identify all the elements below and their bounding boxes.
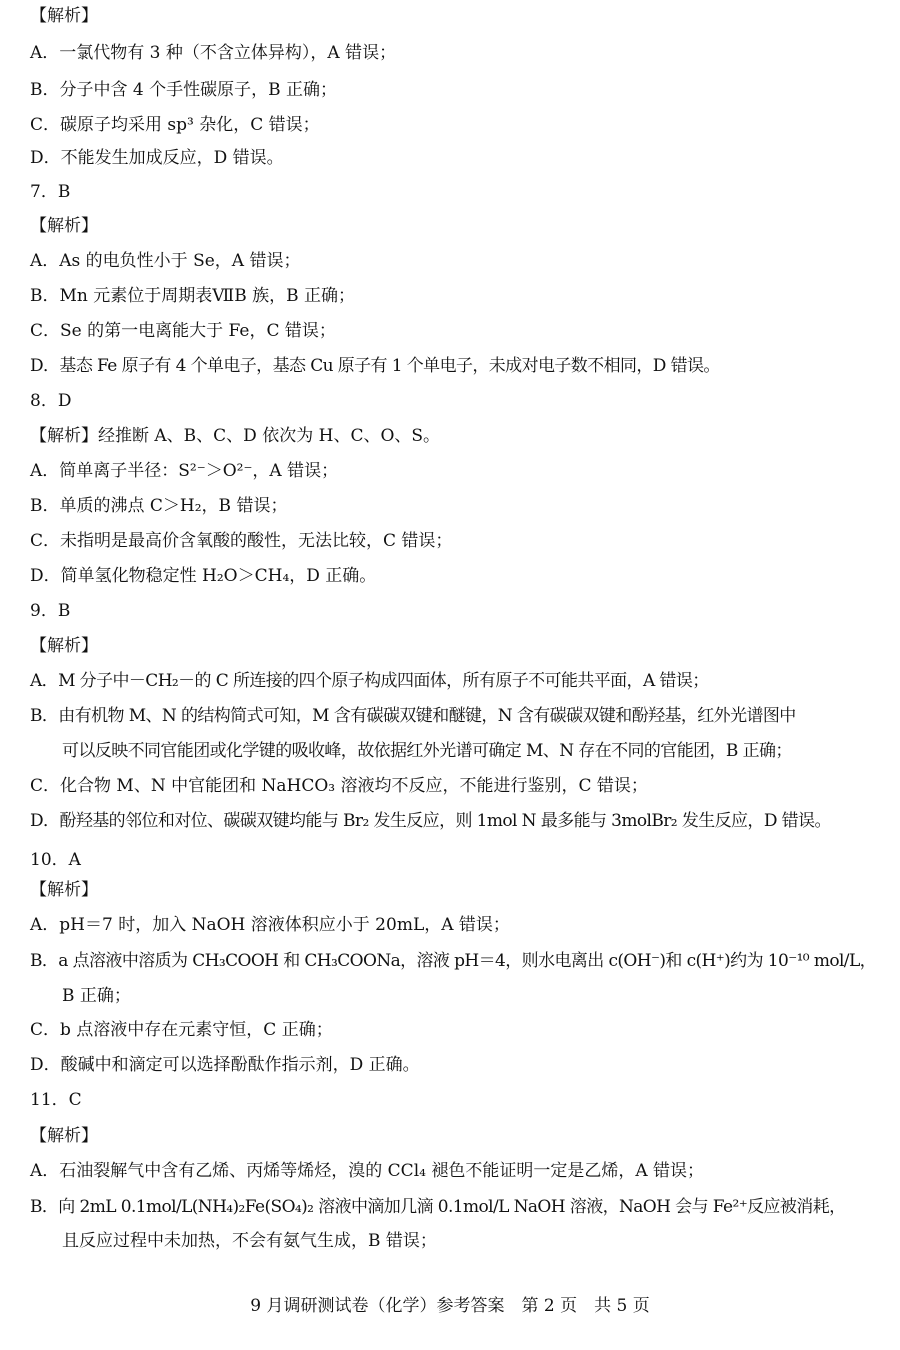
text-line: B．由有机物 M、N 的结构简式可知，M 含有碳碳双键和醚键，N 含有碳碳双键和酚羟基，红外光谱图中 [30, 706, 796, 726]
text-line: D．基态 Fe 原子有 4 个单电子，基态 Cu 原子有 1 个单电子，未成对电子数不相同，D 错误。 [30, 356, 720, 376]
text-line: D．简单氢化物稳定性 H₂O＞CH₄，D 正确。 [30, 566, 377, 586]
text-line: C．化合物 M、N 中官能团和 NaHCO₃ 溶液均不反应，不能进行鉴别，C 错误； [30, 776, 648, 796]
text-line: A．一氯代物有 3 种（不含立体异构），A 错误； [30, 43, 397, 63]
text-line: D．酚羟基的邻位和对位、碳碳双键均能与 Br₂ 发生反应，则 1mol N 最多能与 3molBr₂ 发生反应，D 错误。 [30, 811, 831, 831]
text-line: B．a 点溶液中溶质为 CH₃COOH 和 CH₃COONa，溶液 pH＝4，则水电离出 c(OH⁻)和 c(H⁺)约为 10⁻¹⁰ mol/L， [30, 951, 877, 971]
text-line: 【解析】 [30, 636, 98, 656]
question-number: 11．C [30, 1090, 82, 1110]
text-line: C．b 点溶液中存在元素守恒，C 正确； [30, 1020, 333, 1040]
text-line: B．单质的沸点 C＞H₂，B 错误； [30, 496, 288, 516]
text-line: C．未指明是最高价含氧酸的酸性，无法比较，C 错误； [30, 531, 453, 551]
question-number: 9．B [30, 601, 71, 621]
text-line: B．分子中含 4 个手性碳原子，B 正确； [30, 80, 338, 100]
text-line: B．向 2mL 0.1mol/L(NH₄)₂Fe(SO₄)₂ 溶液中滴加几滴 0.1mol/L NaOH 溶液，NaOH 会与 Fe²⁺反应被消耗， [30, 1197, 846, 1217]
text-line: 且反应过程中未加热，不会有氨气生成，B 错误； [62, 1231, 437, 1251]
text-line: 【解析】经推断 A、B、C、D 依次为 H、C、O、S。 [30, 426, 441, 446]
text-line: A．As 的电负性小于 Se，A 错误； [30, 251, 301, 271]
text-line: C．Se 的第一电离能大于 Fe，C 错误； [30, 321, 336, 341]
text-line: A．M 分子中－CH₂－的 C 所连接的四个原子构成四面体，所有原子不可能共平面，A 错误； [30, 671, 709, 691]
text-line: C．碳原子均采用 sp³ 杂化，C 错误； [30, 115, 320, 135]
text-line: 【解析】 [30, 880, 98, 900]
text-line: D．不能发生加成反应，D 错误。 [30, 148, 284, 168]
text-line: 可以反映不同官能团或化学键的吸收峰，故依据红外光谱可确定 M、N 存在不同的官能团，B 正确； [62, 741, 792, 761]
question-number: 8．D [30, 391, 72, 411]
text-line: B．Mn 元素位于周期表ⅦB 族，B 正确； [30, 286, 355, 306]
text-line: B 正确； [62, 986, 131, 1006]
text-line: A．石油裂解气中含有乙烯、丙烯等烯烃，溴的 CCl₄ 褪色不能证明一定是乙烯，A 错误； [30, 1161, 705, 1181]
text-line: A．简单离子半径：S²⁻＞O²⁻，A 错误； [30, 461, 339, 481]
text-line: 【解析】 [30, 1126, 98, 1146]
question-number: 10．A [30, 850, 81, 870]
text-line: D．酸碱中和滴定可以选择酚酞作指示剂，D 正确。 [30, 1055, 420, 1075]
text-line: 【解析】 [30, 6, 98, 26]
text-line: 【解析】 [30, 216, 98, 236]
question-number: 7．B [30, 182, 71, 202]
page-footer: 9 月调研测试卷（化学）参考答案 第 2 页 共 5 页 [250, 1296, 650, 1316]
text-line: A．pH＝7 时，加入 NaOH 溶液体积应小于 20mL，A 错误； [30, 915, 510, 935]
